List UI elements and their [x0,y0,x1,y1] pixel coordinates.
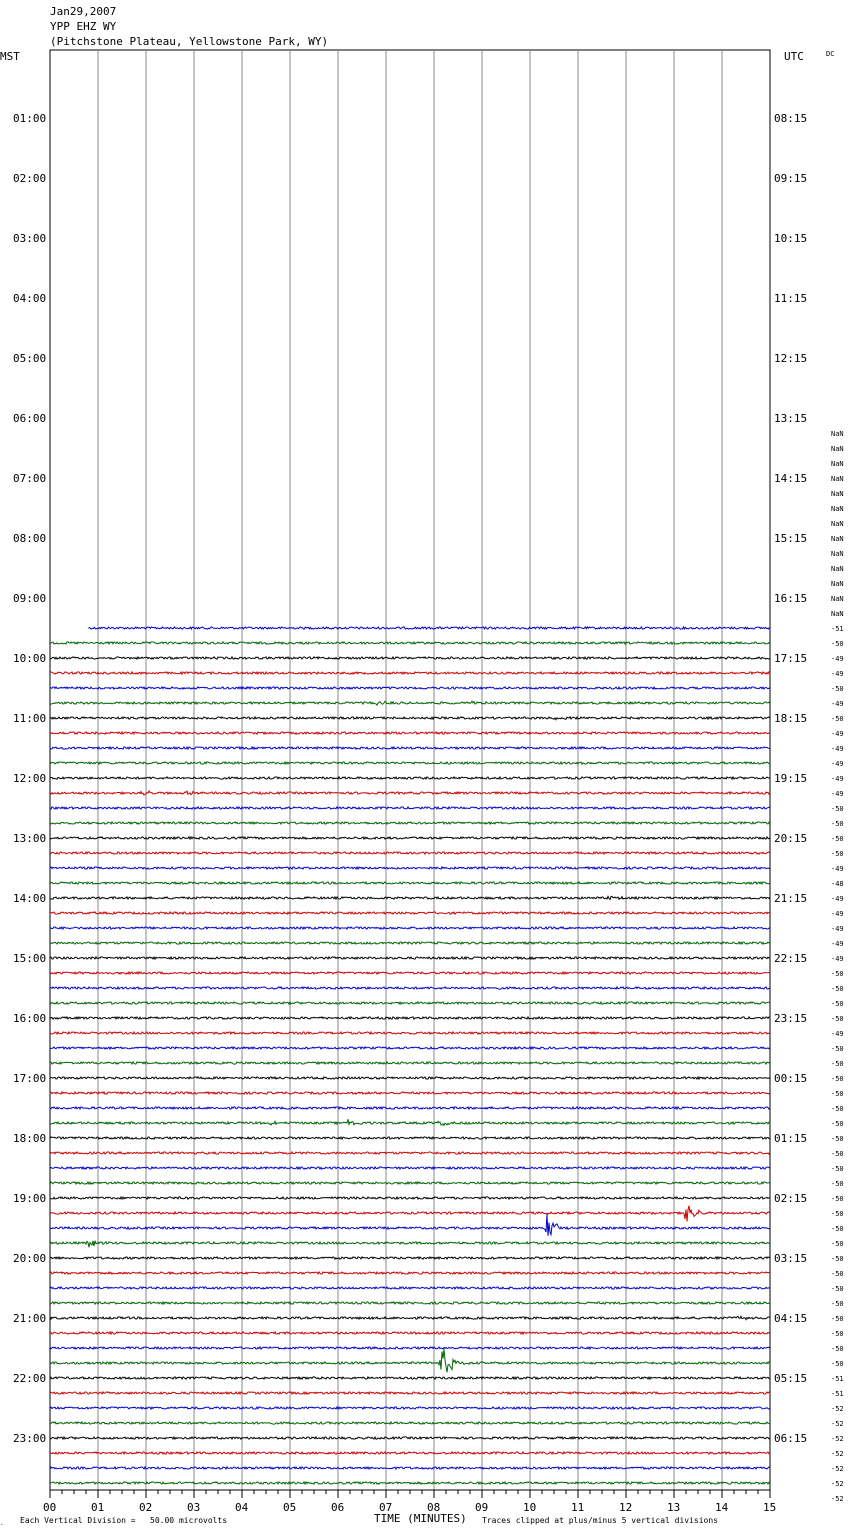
trace-row [50,777,770,779]
right-hour-label: 20:15 [774,832,808,845]
right-hour-label: 19:15 [774,772,808,785]
dc-value: -51 [831,625,844,633]
trace-row [50,1182,770,1184]
x-tick-label: 11 [571,1501,585,1514]
x-tick-label: 00 [43,1501,57,1514]
right-axis-title: UTC [784,50,804,63]
dc-value: -49 [831,940,844,948]
dc-value: -52 [831,1480,844,1488]
trace-row [50,1032,770,1034]
trace-row [50,927,770,929]
right-hour-label: 12:15 [774,352,808,365]
dc-value: NaN [831,580,844,588]
right-hour-label: 09:15 [774,172,808,185]
left-hour-label: 22:00 [13,1372,47,1385]
left-hour-label: 11:00 [13,712,47,725]
trace-row [50,1197,770,1199]
right-hour-label: 03:15 [774,1252,808,1265]
left-hour-label: 06:00 [13,412,47,425]
dc-value: -49 [831,700,844,708]
right-hour-label: 02:15 [774,1192,808,1205]
dc-value: NaN [831,475,844,483]
trace-row [50,972,770,974]
dc-value: -50 [831,1060,844,1068]
trace-row [50,687,770,689]
left-hour-label: 01:00 [13,112,47,125]
right-hour-label: 15:15 [774,532,808,545]
dc-value: -50 [831,1165,844,1173]
dc-value: -49 [831,670,844,678]
dc-value: -50 [831,1360,844,1368]
dc-value: -51 [831,1375,844,1383]
dc-value: -51 [831,1390,844,1398]
dc-value: -50 [831,1105,844,1113]
dc-value: -52 [831,1465,844,1473]
dc-value: -49 [831,730,844,738]
right-hour-label: 14:15 [774,472,808,485]
dc-value: NaN [831,550,844,558]
dc-value: -52 [831,1495,844,1503]
dc-value: -50 [831,1240,844,1248]
trace-row [50,1214,770,1236]
trace-row [50,942,770,944]
dc-value: -50 [831,1285,844,1293]
dc-value: -50 [831,1075,844,1083]
trace-row [50,867,770,869]
dc-value: -50 [831,1120,844,1128]
dc-value: -50 [831,1090,844,1098]
dc-value: -49 [831,655,844,663]
dc-value: -50 [831,1345,844,1353]
trace-row [50,1241,770,1248]
dc-value: -50 [831,1150,844,1158]
left-hour-label: 19:00 [13,1192,47,1205]
dc-label: DC [826,50,835,58]
trace-row [50,1119,770,1125]
trace-row [50,1272,770,1274]
right-hour-label: 22:15 [774,952,808,965]
left-hour-label: 21:00 [13,1312,47,1325]
left-hour-label: 02:00 [13,172,47,185]
x-tick-label: 05 [283,1501,297,1514]
x-axis-label: TIME (MINUTES) [374,1512,467,1525]
dc-value: -50 [831,1225,844,1233]
trace-row [50,642,770,644]
dc-value: -50 [831,715,844,723]
trace-row [88,627,769,629]
trace-row [50,717,770,720]
dc-value: -50 [831,1195,844,1203]
scale-note: Each Vertical Division = 50.00 microvolts [20,1516,228,1525]
trace-row [50,1349,770,1372]
trace-row [50,701,770,705]
dc-value: -52 [831,1405,844,1413]
left-hour-label: 04:00 [13,292,47,305]
dc-value: -49 [831,925,844,933]
right-hour-label: 06:15 [774,1432,808,1445]
trace-row [50,957,770,959]
dc-value: NaN [831,490,844,498]
trace-row [50,747,770,749]
trace-row [50,912,770,914]
x-tick-label: 12 [619,1501,633,1514]
dc-value: NaN [831,430,844,438]
x-tick-label: 07 [379,1501,393,1514]
dc-value: -49 [831,910,844,918]
trace-row [50,1302,770,1304]
trace-row [50,1482,770,1484]
dc-value: -49 [831,745,844,753]
dc-value: NaN [831,505,844,513]
left-hour-label: 03:00 [13,232,47,245]
dc-value: -49 [831,865,844,873]
trace-row [50,1407,770,1409]
dc-value: -50 [831,1015,844,1023]
station-location: (Pitchstone Plateau, Yellowstone Park, WY) [50,35,329,48]
trace-row [50,1287,770,1289]
trace-row [50,1137,770,1139]
right-hour-label: 04:15 [774,1312,808,1325]
dc-value: -50 [831,970,844,978]
left-hour-label: 15:00 [13,952,47,965]
trace-row [50,1377,770,1379]
dc-value: -52 [831,1450,844,1458]
dc-value: -50 [831,805,844,813]
right-hour-label: 21:15 [774,892,808,905]
dc-value: -49 [831,760,844,768]
trace-row [50,1392,770,1394]
dc-value: -50 [831,1270,844,1278]
trace-row [50,1047,770,1049]
trace-row [50,657,770,659]
dc-value: -50 [831,1135,844,1143]
x-tick-label: 06 [331,1501,345,1514]
x-tick-label: 09 [475,1501,489,1514]
right-hour-label: 13:15 [774,412,808,425]
left-hour-label: 20:00 [13,1252,47,1265]
left-hour-label: 16:00 [13,1012,47,1025]
left-hour-label: 09:00 [13,592,47,605]
dc-value: -50 [831,820,844,828]
right-hour-label: 05:15 [774,1372,808,1385]
trace-row [50,1206,770,1222]
right-hour-label: 00:15 [774,1072,808,1085]
dc-value: -49 [831,1030,844,1038]
trace-row [50,732,770,734]
footer-mark: . [0,1520,4,1527]
left-axis-title: MST [0,50,20,63]
trace-row [50,1437,770,1439]
trace-row [50,1167,770,1169]
dc-value: -50 [831,640,844,648]
dc-value: -50 [831,1210,844,1218]
right-hour-label: 17:15 [774,652,808,665]
trace-row [50,672,770,674]
chart-date: Jan29,2007 [50,5,117,18]
trace-row [50,852,770,854]
x-tick-label: 08 [427,1501,441,1514]
dc-value: NaN [831,565,844,573]
x-tick-label: 03 [187,1501,201,1514]
dc-value: -50 [831,985,844,993]
trace-row [50,1452,770,1454]
right-hour-label: 18:15 [774,712,808,725]
trace-row [50,1107,770,1109]
right-hour-label: 16:15 [774,592,808,605]
trace-row [50,822,770,824]
clip-note: Traces clipped at plus/minus 5 vertical divisions [482,1516,719,1525]
dc-value: -50 [831,1180,844,1188]
station-code: YPP EHZ WY [50,20,117,33]
left-hour-label: 23:00 [13,1432,47,1445]
dc-value: NaN [831,520,844,528]
dc-value: -50 [831,835,844,843]
dc-value: NaN [831,535,844,543]
right-hour-label: 10:15 [774,232,808,245]
trace-row [50,1077,770,1079]
right-hour-label: 11:15 [774,292,808,305]
dc-value: -49 [831,790,844,798]
left-hour-label: 13:00 [13,832,47,845]
left-hour-label: 07:00 [13,472,47,485]
dc-value: -52 [831,1435,844,1443]
dc-value: -49 [831,895,844,903]
dc-value: -52 [831,1420,844,1428]
dc-value: NaN [831,460,844,468]
trace-row [50,1017,770,1019]
left-hour-label: 12:00 [13,772,47,785]
dc-value: -50 [831,850,844,858]
right-hour-label: 01:15 [774,1132,808,1145]
trace-row [50,1422,770,1424]
dc-value: -48 [831,880,844,888]
trace-row [50,1092,770,1094]
x-tick-label: 13 [667,1501,681,1514]
trace-row [50,762,770,764]
x-tick-label: 01 [91,1501,105,1514]
trace-row [50,807,770,809]
x-tick-label: 10 [523,1501,537,1514]
left-hour-label: 10:00 [13,652,47,665]
trace-row [50,1152,770,1154]
dc-value: -50 [831,1000,844,1008]
x-tick-label: 15 [763,1501,777,1514]
trace-row [50,1062,770,1064]
trace-row [50,896,770,899]
dc-value: NaN [831,445,844,453]
left-hour-label: 05:00 [13,352,47,365]
trace-row [50,987,770,989]
trace-row [50,1316,770,1319]
dc-value: -50 [831,1300,844,1308]
dc-value: -50 [831,1045,844,1053]
left-hour-label: 17:00 [13,1072,47,1085]
trace-row [50,1002,770,1004]
left-hour-label: 14:00 [13,892,47,905]
dc-value: NaN [831,610,844,618]
x-tick-label: 02 [139,1501,153,1514]
x-tick-label: 04 [235,1501,249,1514]
dc-value: -50 [831,1315,844,1323]
left-hour-label: 08:00 [13,532,47,545]
trace-row [50,1347,770,1349]
x-tick-label: 14 [715,1501,729,1514]
right-hour-label: 08:15 [774,112,808,125]
trace-row [50,1257,770,1259]
trace-row [50,1467,770,1469]
trace-row [50,791,770,795]
dc-value: -49 [831,955,844,963]
dc-value: NaN [831,595,844,603]
dc-value: -50 [831,1330,844,1338]
right-hour-label: 23:15 [774,1012,808,1025]
trace-row [50,1332,770,1334]
dc-value: -50 [831,1255,844,1263]
trace-row [50,837,770,839]
trace-row [50,882,770,884]
dc-value: -50 [831,685,844,693]
left-hour-label: 18:00 [13,1132,47,1145]
dc-value: -49 [831,775,844,783]
